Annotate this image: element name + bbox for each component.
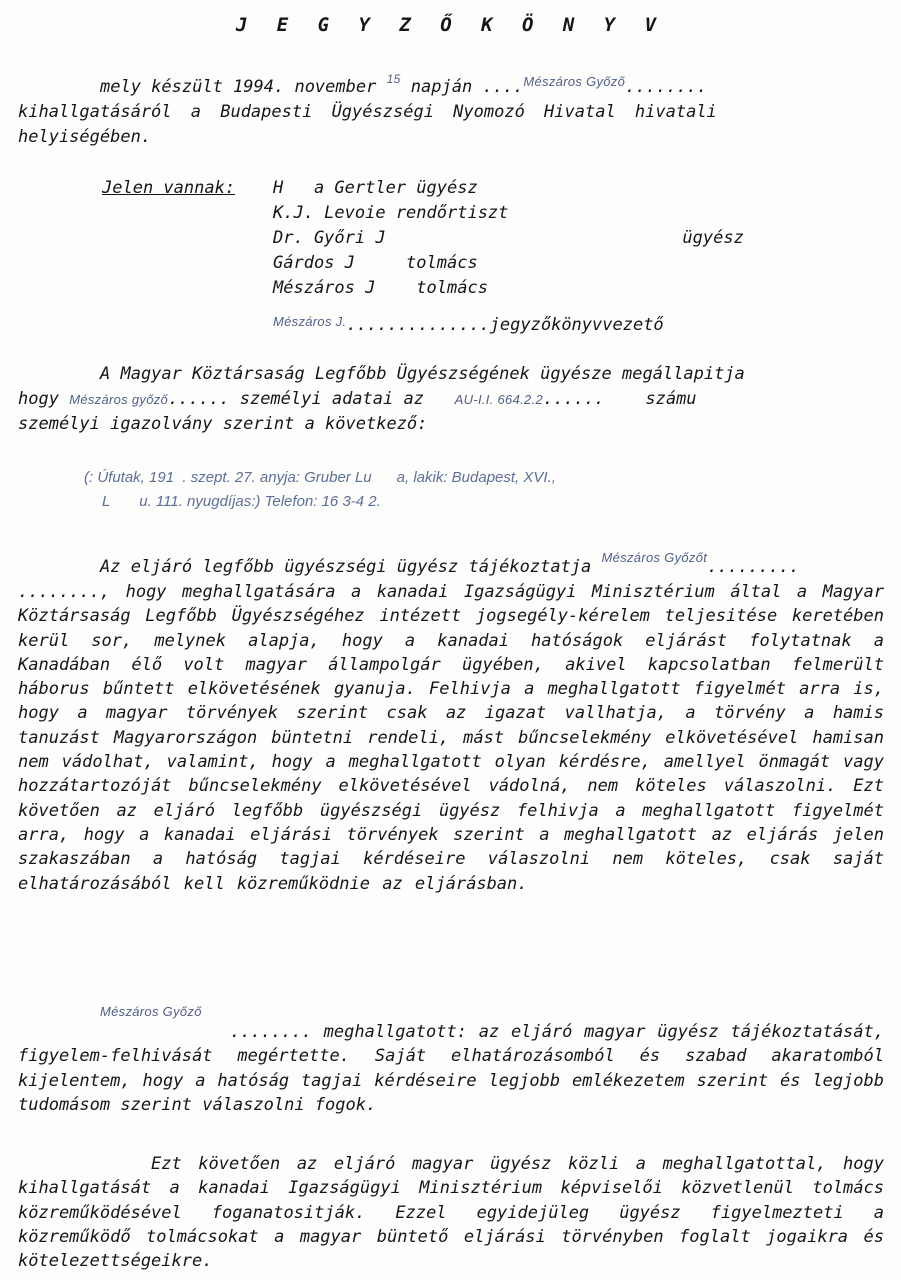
handwritten-subject-name: Mészáros Győző [523,74,626,89]
handwritten-recorder-name: Mészáros J. [273,314,347,329]
identity-line-3: személyi igazolvány szerint a következő: [18,414,428,434]
recorder-line: $^{Mészáros J.}$..............jegyzőkönyvvezető [273,314,664,335]
identity-hogy: hogy [18,389,59,409]
para2-body: ........ meghallgatott: az eljáró magyar ügyész tájékoztatását, figyelem-felhivását megértette. Saját elhatározásomból és szabad akaratomból kijelentem, hogy a hatóság tagjai kérdéseire legjobb emlékezetem szerint és legjobb tudomásom szerint válaszolni fogok. [18,1022,884,1115]
personal-data-line-2: L u. 111. nyugdíjas:) Telefon: 16 3-4 2. [102,493,381,510]
para3-body: Ezt követően az eljáró magyar ügyész közli a meghallgatottal, hogy kihallgatását a kanadai Igazságügyi Minisztérium képviselői közvetlenül tolmács közreműködésével foganatositják. Ezzel egyidejüleg ügyész figyelmezteti a közreműködő tolmácsokat a magyar büntető eljárási törvényben foglalt jogaikra és kötelezettségeikre. [18,1154,895,1272]
handwritten-para2-name: Mészáros Győző [100,1004,202,1019]
para1-body: ........, hogy meghallgatására a kanadai Igazságügyi Minisztérium által a Magyar Köztársaság Legfőbb Ügyészségéhez intézett jogsegély-kérelem teljesitése keretében kerül sor, melynek alapja, hogy a kanadai hatóságok eljárást folytatnak a Kanadában élő volt magyar állampolgár ügyében, akivel kapcsolatban felmerült háborus bűntett elkövetésének gyanuja. Felhivja a meghallgatott figyelmét arra is, hogy a magyar törvények szerint csak az igazat vallhatja, a törvény a hamis tanuzást Magyarországon büntetni rendeli, mást bűncselekmény elkövetésével hamisan nem vádolhat, valamint, hogy a meghallgatott olyan kérdésre, amellyel önmagát vagy hozzátartozóját bűncselekmény elkövetésével vádolná, nem köteles válaszolni. Ezt követően az eljáró legfőbb ügyészségi ügyész felhivja a meghallgatott figyelmét arra, hogy a kanadai eljárási törvények szerint a meghallgatott az eljárás jelen szakaszában a hatóság tagjai kérdéseire válaszolni nem köteles, csak saját elhatározásából kell közreműködnie az eljárásban. [18,582,884,894]
identity-szamu: számu [645,389,697,409]
intro-line-2: kihallgatásáról a Budapesti Ügyészségi Nyomozó Hivatal hivatali [18,102,717,122]
intro-napjan: napján [410,77,473,97]
para1-intro: Az eljáró legfőbb ügyészségi ügyész tájékoztatja [100,557,592,577]
handwritten-identity-name: Mészáros győző [69,392,169,407]
identity-line-1: A Magyar Köztársaság Legfőbb Ügyészségének ügyésze megállapitja [100,364,745,384]
present-person-3: Dr. Győri J ügyész [273,228,744,248]
handwritten-day: 15 [386,72,401,86]
para1-first-line: Az eljáró legfőbb ügyészségi ügyész tájékoztatja $^{Mészáros Győzőt}$......... [100,550,800,577]
identity-personal-data-text: személyi adatai az [239,389,424,409]
handwritten-id-number: AU-I.I. 664.2.2 [454,392,543,407]
intro-line-3: helyiségében. [18,127,152,147]
personal-data-line-1: (: Úfutak, 191 . szept. 27. anyja: Gruber Lu a, lakik: Budapest, XVI., [84,469,556,486]
present-label: Jelen vannak: [102,178,236,198]
intro-line-1: mely készült 1994. november $^{15}$ napján ....$^{Mészáros Győző}$........ [100,72,708,97]
identity-line-2: hogy Mészáros győző...... személyi adatai az AU-I.I. 664.2.2...... számu [18,389,697,409]
present-person-1: H a Gertler ügyész [273,178,478,198]
intro-date-text: mely készült 1994. november [100,77,377,97]
recorder-role: jegyzőkönyvvezető [489,315,664,335]
present-person-5: Mészáros J tolmács [273,278,488,298]
document-title: J E G Y Z Ő K Ö N Y V [235,14,666,36]
handwritten-para1-name: Mészáros Győzőt [601,550,708,565]
present-person-2: K.J. Levoie rendőrtiszt [273,203,509,223]
present-person-4: Gárdos J tolmács [273,253,478,273]
